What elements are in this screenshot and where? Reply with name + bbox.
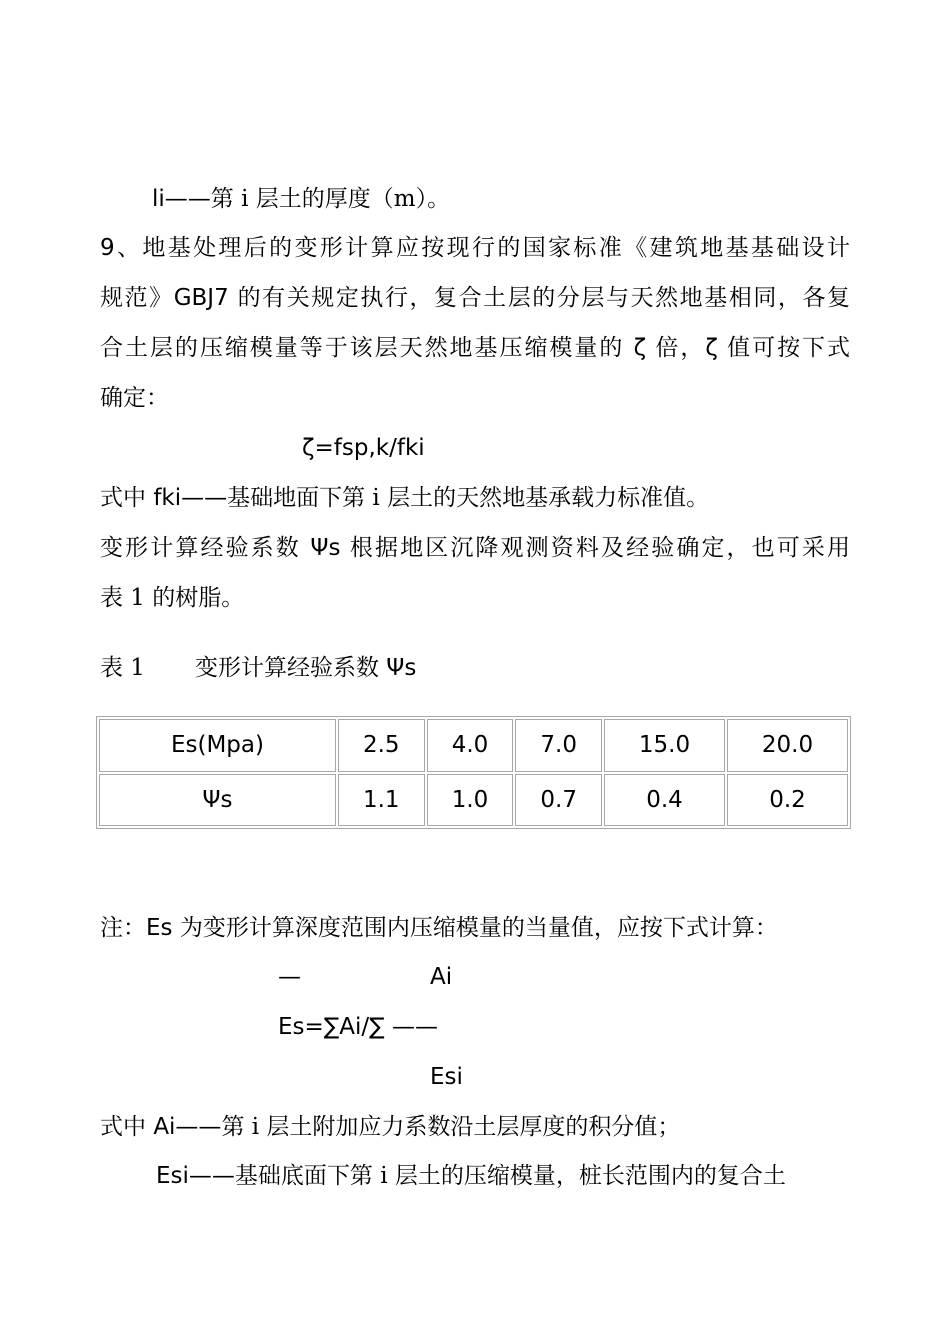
text: 倍， <box>646 335 706 361</box>
table-cell: 4.0 <box>427 719 514 772</box>
symbol-es: Es <box>146 915 173 941</box>
symbol-psi-s: Ψs <box>310 535 341 561</box>
table-cell: 0.2 <box>727 774 848 827</box>
note-label: 注： <box>100 915 146 941</box>
definition-fki <box>100 483 709 513</box>
caption-text: 变形计算经验系数 <box>194 655 387 681</box>
symbol-psi-s: Ψs <box>386 655 417 681</box>
paragraph-9-line-2 <box>100 283 850 313</box>
table-cell: 0.4 <box>604 774 725 827</box>
standard-code: GBJ7 <box>173 285 229 311</box>
term-li: li—— <box>152 186 211 212</box>
text: 规范》 <box>100 285 174 311</box>
formula-denominator: Esi <box>430 1064 463 1090</box>
table-row-es <box>99 719 848 772</box>
term-ai: Ai—— <box>153 1114 222 1140</box>
text: 的有关规定执行，复合土层的分层与天然地基相同，各复 <box>228 285 851 311</box>
coefficient-table <box>96 716 851 829</box>
formula-bar: — <box>278 964 301 990</box>
text: 、地基处理后的变形计算应按现行的国家标准《建筑地基基础设计 <box>114 235 850 261</box>
formula-zeta: ζ=fsp,k/fki <box>302 435 425 461</box>
formula-numerator: Ai <box>430 964 453 990</box>
definition-text: 基础地面下第 i 层土的天然地基承载力标准值。 <box>227 485 710 511</box>
paragraph-9-line-4: 确定： <box>100 385 169 411</box>
table-cell: 20.0 <box>727 719 848 772</box>
text: 合土层的压缩模量等于该层天然地基压缩模量的 <box>100 335 634 361</box>
text: 值可按下式 <box>717 335 851 361</box>
note-line <box>100 913 850 943</box>
table-row-psi <box>99 774 848 827</box>
text: 根据地区沉降观测资料及经验确定，也可采用 <box>340 535 851 561</box>
table-cell: 1.1 <box>338 774 425 827</box>
paragraph-9-line-1 <box>100 233 850 263</box>
paragraph-psi-line-1 <box>100 533 850 563</box>
definition-text: 第 i 层土附加应力系数沿土层厚度的积分值； <box>221 1114 681 1140</box>
term-fki: fki—— <box>153 485 228 511</box>
symbol-zeta: ζ <box>633 335 647 361</box>
definition-li <box>152 184 450 214</box>
table-caption <box>100 653 416 683</box>
text: 变形计算经验系数 <box>100 535 311 561</box>
paragraph-9-line-3 <box>100 333 850 363</box>
definition-ai <box>100 1112 680 1142</box>
table-cell: 0.7 <box>515 774 602 827</box>
text: 式中 <box>100 485 154 511</box>
definition-text: 第 i 层土的厚度（m）。 <box>210 186 451 212</box>
paragraph-psi-line-2: 表 1 的树脂。 <box>100 585 245 611</box>
item-number: 9 <box>100 235 115 261</box>
table-cell: 15.0 <box>604 719 725 772</box>
table-cell: 7.0 <box>515 719 602 772</box>
term-esi: Esi—— <box>156 1163 235 1189</box>
table-cell: 2.5 <box>338 719 425 772</box>
symbol-zeta: ζ <box>705 335 718 361</box>
definition-esi <box>156 1161 786 1191</box>
text: 式中 <box>100 1114 154 1140</box>
note-text: 为变形计算深度范围内压缩模量的当量值，应按下式计算： <box>172 915 778 941</box>
table-number: 表 1 <box>100 655 145 681</box>
table-header-cell: Es(Mpa) <box>99 719 336 772</box>
table-cell: 1.0 <box>427 774 514 827</box>
table-header-cell: Ψs <box>99 774 336 827</box>
formula-es: Es=∑Ai/∑ —— <box>278 1014 438 1040</box>
definition-text: 基础底面下第 i 层土的压缩模量，桩长范围内的复合土 <box>234 1163 786 1189</box>
